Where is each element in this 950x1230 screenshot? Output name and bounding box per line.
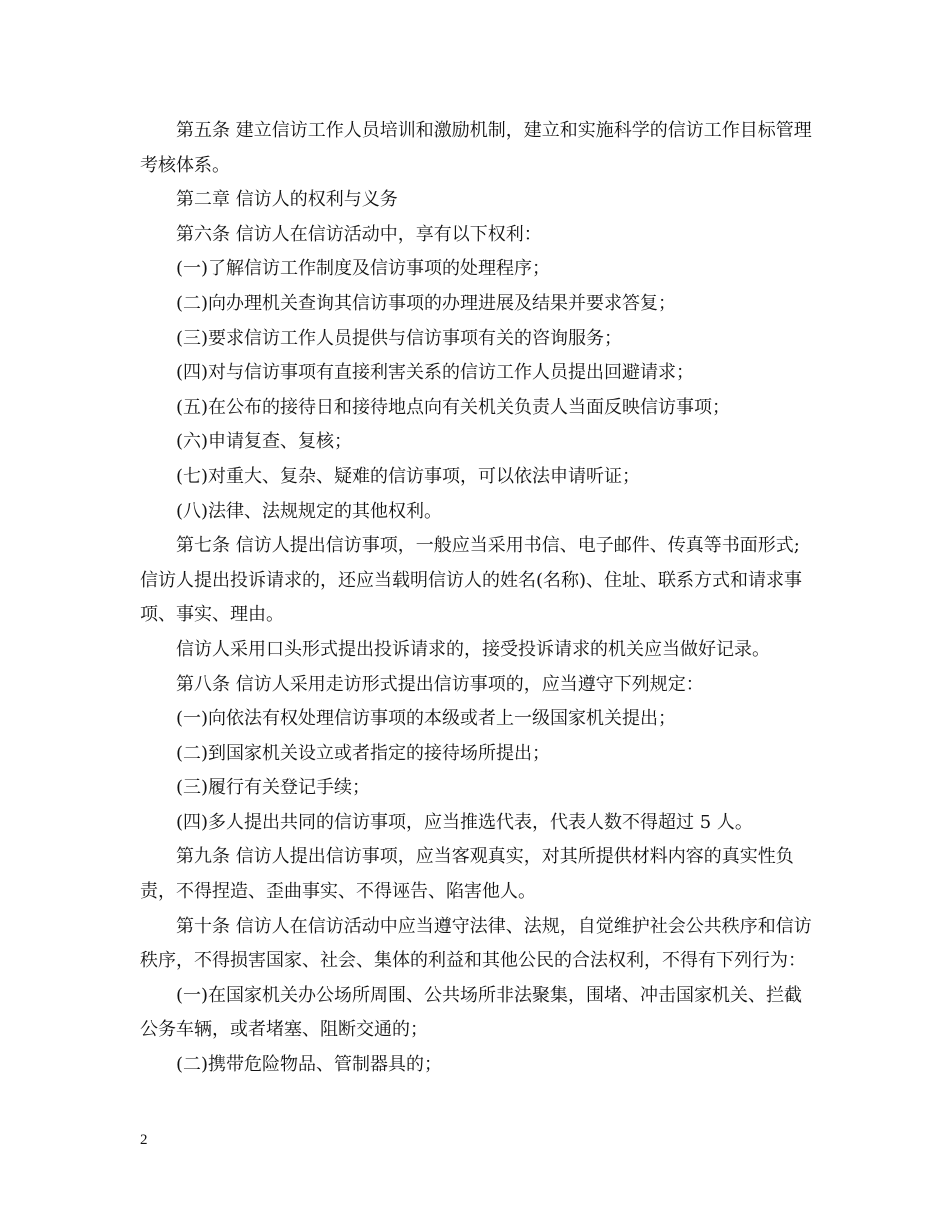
chapter-heading-2: 第二章 信访人的权利与义务: [176, 189, 398, 211]
paragraph-article-7: 第七条 信访人提出信访事项，一般应当采用书信、电子邮件、传真等书面形式;信访人提出投诉请求的，还应当载明信访人的姓名(名称)、住址、联系方式和请求事项、事实、理由。: [140, 535, 803, 626]
list-item: (一)向依法有权处理信访事项的本级或者上一级国家机关提出；: [176, 708, 677, 730]
list-item: (四)多人提出共同的信访事项，应当推选代表，代表人数不得超过 5 人。: [176, 811, 753, 833]
list-item: (六)申请复查、复核；: [176, 431, 353, 453]
list-item: (一)在国家机关办公场所周围、公共场所非法聚集，围堵、冲击国家机关、拦截公务车辆，或者堵塞、阻断交通的；: [140, 984, 803, 1041]
paragraph-article-5: 第五条 建立信访工作人员培训和激励机制，建立和实施科学的信访工作目标管理考核体系。: [140, 120, 812, 176]
list-item: (二)到国家机关设立或者指定的接待场所提出；: [176, 742, 551, 764]
list-item: (三)履行有关登记手续；: [176, 777, 371, 799]
list-item: (四)对与信访事项有直接利害关系的信访工作人员提出回避请求；: [176, 362, 695, 384]
page-number: 2: [140, 1132, 148, 1148]
list-item: (二)携带危险物品、管制器具的；: [176, 1054, 443, 1076]
paragraph-article-6: 第六条 信访人在信访活动中，享有以下权利：: [176, 223, 542, 245]
list-item: (七)对重大、复杂、疑难的信访事项，可以依法申请听证；: [176, 465, 641, 487]
list-item: (二)向办理机关查询其信访事项的办理进展及结果并要求答复；: [176, 292, 677, 314]
paragraph-article-8: 第八条 信访人采用走访形式提出信访事项的，应当遵守下列规定：: [176, 673, 704, 695]
list-item: (一)了解信访工作制度及信访事项的处理程序；: [176, 258, 551, 280]
document-body: [140, 114, 812, 1083]
list-item: (八)法律、法规规定的其他权利。: [176, 500, 443, 522]
paragraph-article-10: 第十条 信访人在信访活动中应当遵守法律、法规，自觉维护社会公共秩序和信访秩序，不得损害国家、社会、集体的利益和其他公民的合法权利，不得有下列行为：: [140, 915, 812, 972]
list-item: (三)要求信访工作人员提供与信访事项有关的咨询服务；: [176, 327, 623, 349]
paragraph: 信访人采用口头形式提出投诉请求的，接受投诉请求的机关应当做好记录。: [176, 638, 770, 660]
list-item: (五)在公布的接待日和接待地点向有关机关负责人当面反映信访事项；: [176, 396, 731, 418]
paragraph-article-9: 第九条 信访人提出信访事项，应当客观真实，对其所提供材料内容的真实性负责，不得捏造、歪曲事实、不得诬告、陷害他人。: [140, 846, 794, 903]
